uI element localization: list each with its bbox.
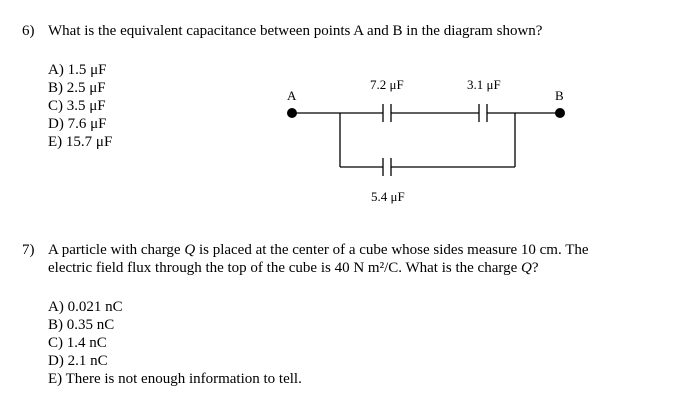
point-a-dot xyxy=(287,108,297,118)
question-7-number: 7) xyxy=(22,242,35,258)
point-a-label: A xyxy=(287,88,297,103)
q7-option-b[interactable]: B) 0.35 nC xyxy=(48,317,115,333)
question-6-text: What is the equivalent capacitance between points A and B in the diagram shown? xyxy=(48,23,543,39)
q6-option-a[interactable]: A) 1.5 μF xyxy=(48,62,107,78)
question-7-line-1 xyxy=(48,241,589,259)
question-6-number: 6) xyxy=(22,23,35,39)
q7-line2-text-b: ? xyxy=(531,260,539,276)
q7-option-c[interactable]: C) 1.4 nC xyxy=(48,335,107,351)
point-b-label: B xyxy=(555,88,564,103)
q7-line1-text-b: is placed at the center of a cube whose sides measure 10 cm. The xyxy=(195,242,589,258)
capacitor-5-4-label: 5.4 μF xyxy=(371,189,405,204)
capacitor-3-1-label: 3.1 μF xyxy=(467,77,501,92)
q7-option-d[interactable]: D) 2.1 nC xyxy=(48,353,108,369)
q7-line1-text-a: A particle with charge xyxy=(48,242,185,258)
q6-option-b[interactable]: B) 2.5 μF xyxy=(48,80,106,96)
q7-line2-variable-q: Q xyxy=(520,260,532,276)
q7-option-a[interactable]: A) 0.021 nC xyxy=(48,299,123,315)
capacitor-7-2-label: 7.2 μF xyxy=(370,77,404,92)
q6-option-e[interactable]: E) 15.7 μF xyxy=(48,134,113,150)
q7-line1-variable-q: Q xyxy=(184,242,196,258)
point-b-dot xyxy=(555,108,565,118)
q7-line2-text-a: electric field flux through the top of the cube is 40 N m²/C. What is the charge xyxy=(48,260,521,276)
q7-option-e[interactable]: E) There is not enough information to tell. xyxy=(48,371,302,387)
q6-option-c[interactable]: C) 3.5 μF xyxy=(48,98,106,114)
q6-option-d[interactable]: D) 7.6 μF xyxy=(48,116,107,132)
question-7-line-2 xyxy=(48,259,539,277)
